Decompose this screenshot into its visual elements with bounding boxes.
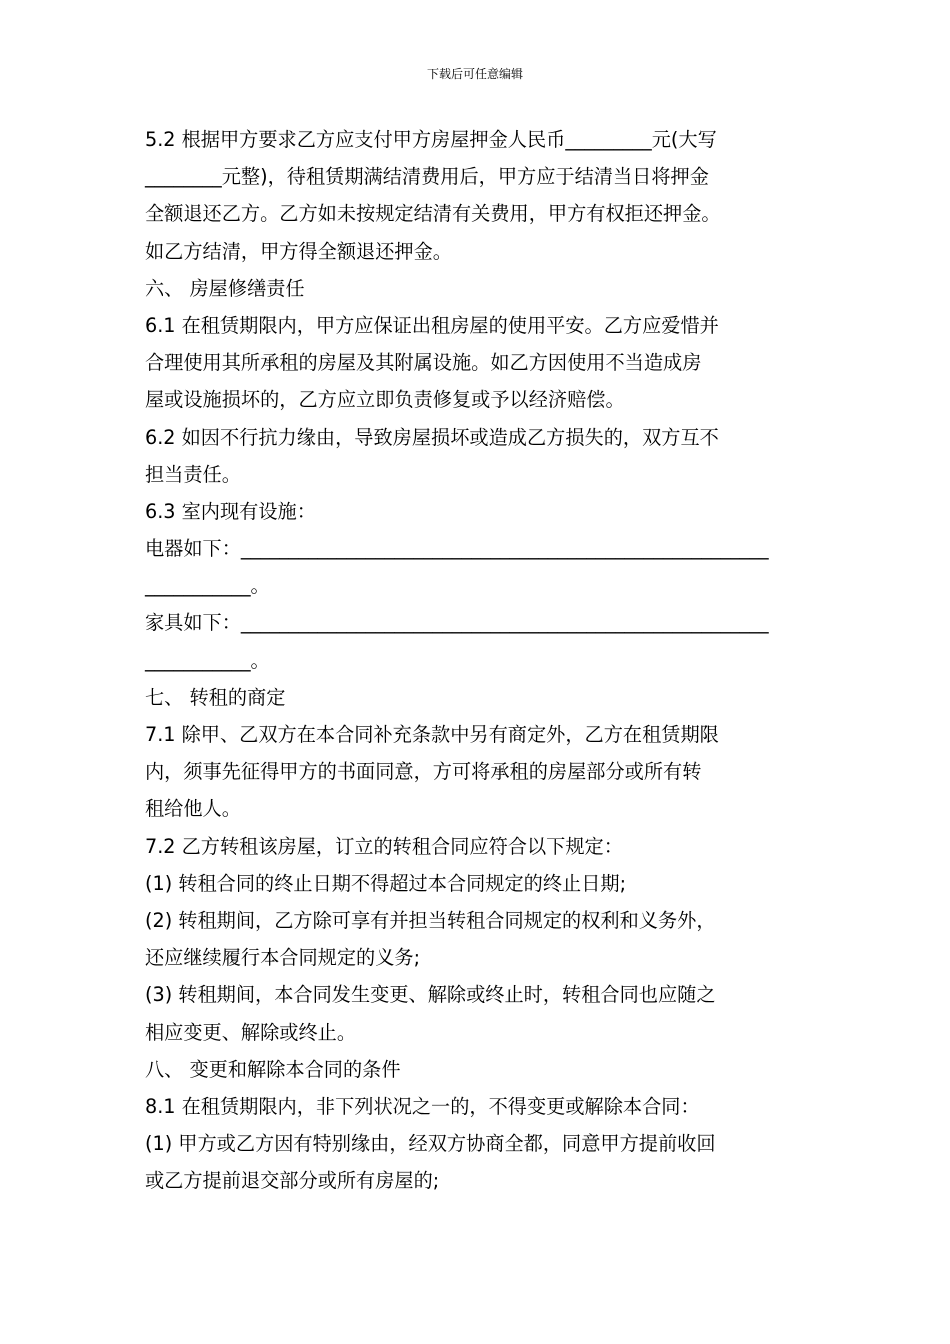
text-line-23: 还应继续履行本合同规定的义务;	[145, 946, 421, 970]
text-line-1: 5.2 根据甲方要求乙方应支付甲方房屋押金人民币_________元(大写	[145, 128, 717, 151]
text-line-29: 或乙方提前退交部分或所有房屋的;	[145, 1169, 440, 1193]
section-heading-8: 八、 变更和解除本合同的条件	[145, 1057, 401, 1081]
text-line-11: 6.3 室内现有设施：	[145, 499, 316, 523]
text-line-24: (3) 转租期间，本合同发生变更、解除或终止时，转租合同也应随之	[145, 983, 716, 1007]
text-line-4: 如乙方结清，甲方得全额退还押金。	[145, 239, 452, 263]
text-line-6: 6.1 在租赁期限内，甲方应保证出租房屋的使用平安。乙方应爱惜并	[145, 313, 719, 337]
text-line-28: (1) 甲方或乙方因有特别缘由，经双方协商全都，同意甲方提前收回	[145, 1132, 716, 1156]
text-line-19: 租给他人。	[145, 797, 241, 821]
text-line-27: 8.1 在租赁期限内，非下列状况之一的，不得变更或解除本合同：	[145, 1094, 700, 1118]
document-body	[145, 121, 813, 1199]
text-line-8: 屋或设施损坏的，乙方应立即负责修复或予以经济赔偿。	[145, 388, 625, 412]
text-line-22: (2) 转租期间，乙方除可享有并担当转租合同规定的权利和义务外，	[145, 908, 716, 932]
appliances-blank-line-end: ___________。	[145, 574, 270, 598]
text-line-17: 7.1 除甲、乙双方在本合同补充条款中另有商定外，乙方在租赁期限	[145, 723, 719, 746]
text-line-18: 内，须事先征得甲方的书面同意，方可将承租的房屋部分或所有转	[145, 760, 702, 784]
section-heading-6: 六、 房屋修缮责任	[145, 276, 305, 300]
text-line-7: 合理使用其所承租的房屋及其附属设施。如乙方因使用不当造成房	[145, 351, 702, 375]
text-line-2: ________元整)，待租赁期满结清费用后，甲方应于结清当日将押金	[145, 165, 709, 189]
page-header: 下载后可任意编辑	[426, 67, 523, 81]
appliances-blank-line: 电器如下：_______________________________________________________	[145, 537, 769, 561]
text-line-10: 担当责任。	[145, 462, 241, 486]
text-line-21: (1) 转租合同的终止日期不得超过本合同规定的终止日期;	[145, 871, 627, 895]
text-line-20: 7.2 乙方转租该房屋，订立的转租合同应符合以下规定：	[145, 834, 623, 858]
furniture-blank-line: 家具如下：_______________________________________________________	[145, 611, 769, 635]
furniture-blank-line-end: ___________。	[145, 648, 270, 672]
text-line-3: 全额退还乙方。乙方如未按规定结清有关费用，甲方有权拒还押金。	[145, 202, 721, 226]
text-line-9: 6.2 如因不行抗力缘由，导致房屋损坏或造成乙方损失的，双方互不	[145, 425, 719, 449]
section-heading-7: 七、 转租的商定	[145, 685, 286, 709]
text-line-25: 相应变更、解除或终止。	[145, 1020, 357, 1044]
